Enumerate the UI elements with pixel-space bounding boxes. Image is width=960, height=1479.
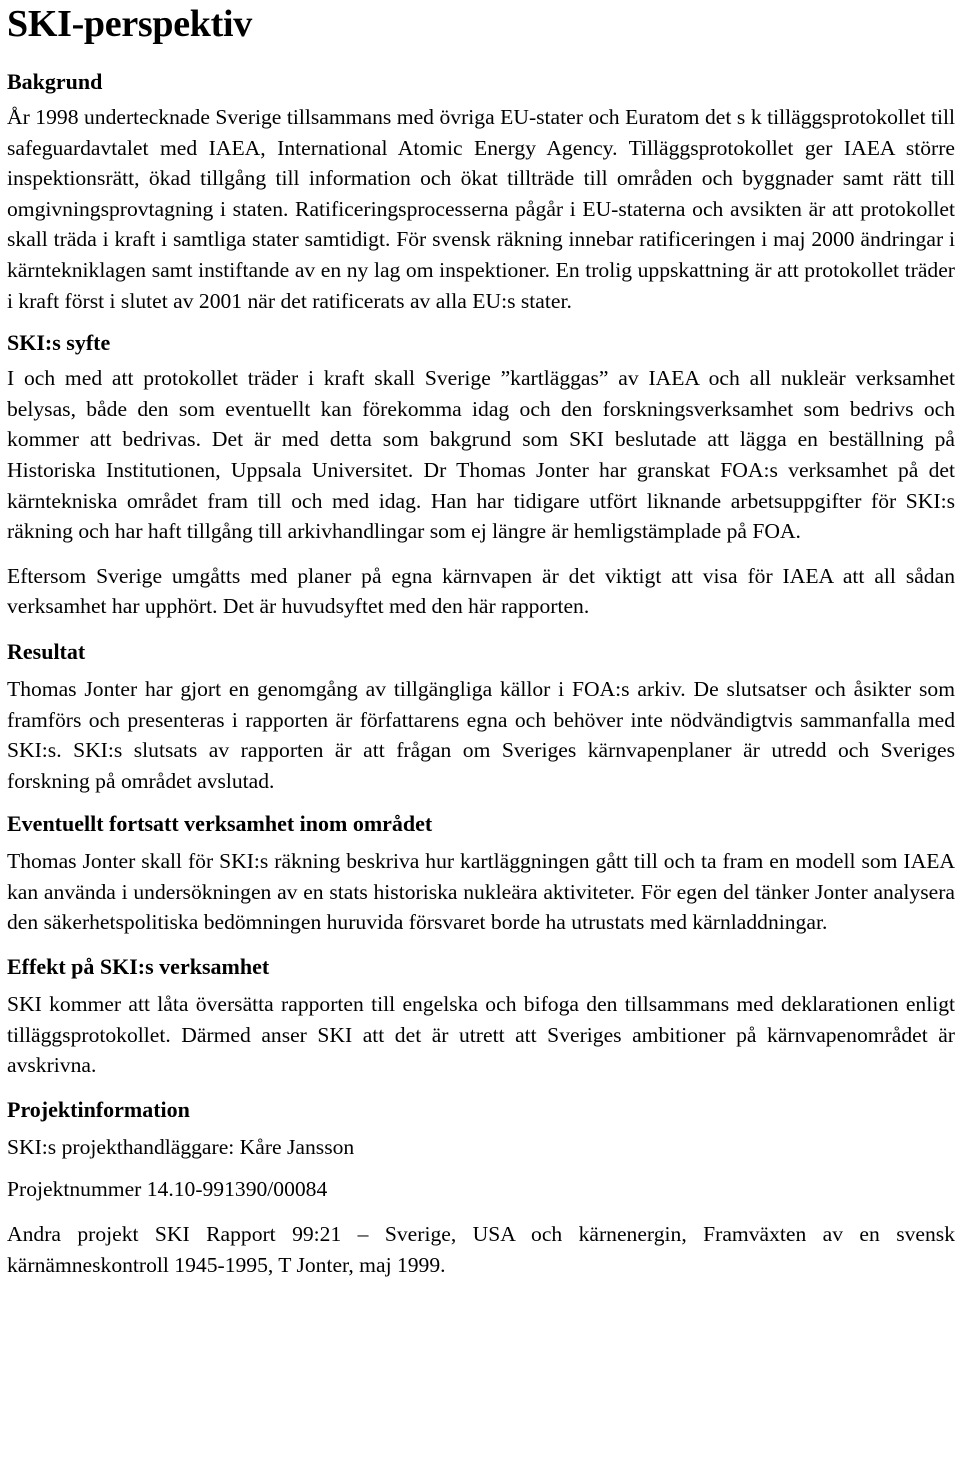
section-heading-syfte: SKI:s syfte <box>7 330 111 356</box>
project-handler-line: SKI:s projekthandläggare: Kåre Jansson <box>7 1134 355 1159</box>
section-fortsatt-verksamhet <box>7 810 955 938</box>
section-projektinformation <box>7 1096 955 1280</box>
paragraph-fortsatt-verksamhet: Thomas Jonter skall för SKI:s räkning beskriva hur kartläggningen gått till och ta fram en modell som IAEA kan använda i undersökningen av en stats historiska nukleära aktiviteter. För egen del tänker Jonter analysera den säkerhetspolitiska bedömningen huruvida försvaret borde ha utrustats med kärnladdningar. <box>7 849 955 935</box>
section-syfte <box>7 329 955 622</box>
project-number-line: Projektnummer 14.10-991390/00084 <box>7 1177 328 1202</box>
section-resultat <box>7 638 955 796</box>
document-page <box>7 0 955 1280</box>
section-heading-bakgrund: Bakgrund <box>7 69 103 94</box>
paragraph-syfte-1: I och med att protokollet träder i kraft skall Sverige ”kartläggas” av IAEA och all nukleär verksamhet belysas, både den som eventuellt kan förekomma idag och den forskningsverksamhet som bedrivs och kommer att bedrivas. Det är med detta som bakgrund som SKI beslutade att lägga en beställning på Historiska Institutionen, Uppsala Universitet. Dr Thomas Jonter har granskat FOA:s verksamhet på det kärntekniska området fram till och med idag. Han har tidigare utfört liknande arbetsuppgifter för SKI:s räkning och har haft tillgång till arkivhandlingar som ej längre är hemligstämplade på FOA. <box>7 366 955 544</box>
paragraph-resultat: Thomas Jonter har gjort en genomgång av tillgängliga källor i FOA:s arkiv. De slutsatser och åsikter som framförs och presenteras i rapporten är författarens egna och behöver inte nödvändigtvis sammanfalla med SKI:s. SKI:s slutsats av rapporten är att frågan om Sveriges kärnvapenplaner är utredd och Sveriges forskning på området avslutad. <box>7 676 955 793</box>
section-heading-resultat: Resultat <box>7 638 86 664</box>
other-projects-line: Andra projekt SKI Rapport 99:21 – Sverige, USA och kärnenergin, Framväxten av en svensk kärnämneskontroll 1945-1995, T Jonter, maj 1999. <box>7 1222 955 1277</box>
paragraph-syfte-2: Eftersom Sverige umgåtts med planer på egna kärnvapen är det viktigt att visa för IAEA att all sådan verksamhet har upphört. Det är huvudsyftet med den här rapporten. <box>7 563 955 619</box>
section-heading-projektinformation: Projektinformation <box>7 1096 190 1122</box>
section-heading-effekt: Effekt på SKI:s verksamhet <box>7 954 270 980</box>
section-heading-fortsatt-verksamhet: Eventuellt fortsatt verksamhet inom området <box>7 811 433 837</box>
paragraph-bakgrund: År 1998 undertecknade Sverige tillsammans med övriga EU-stater och Euratom det s k tilläggsprotokollet till safeguardavtalet med IAEA, International Atomic Energy Agency. Tilläggsprotokollet ger IAEA större inspektionsrätt, ökad tillgång till information och ökat tillträde till områden och byggnader samt rätt till omgivningsprovtagning i staten. Ratificeringsprocesserna pågår i EU-staterna och avsikten är att protokollet skall träda i kraft i samtliga stater samtidigt. För svensk räkning innebar ratificeringen i maj 2000 ändringar i kärntekniklagen samt instiftande av en ny lag om inspektioner. En trolig uppskattning är att protokollet träder i kraft först i slutet av 2001 när det ratificerats av alla EU:s stater. <box>7 105 955 313</box>
section-bakgrund <box>7 68 955 316</box>
paragraph-effekt: SKI kommer att låta översätta rapporten till engelska och bifoga den tillsammans med deklarationen enligt tilläggsprotokollet. Därmed anser SKI att det är utrett att Sveriges ambitioner på kärnvapenområdet är avskrivna. <box>7 992 955 1078</box>
section-effekt <box>7 953 955 1081</box>
page-title: SKI-perspektiv <box>7 3 252 45</box>
